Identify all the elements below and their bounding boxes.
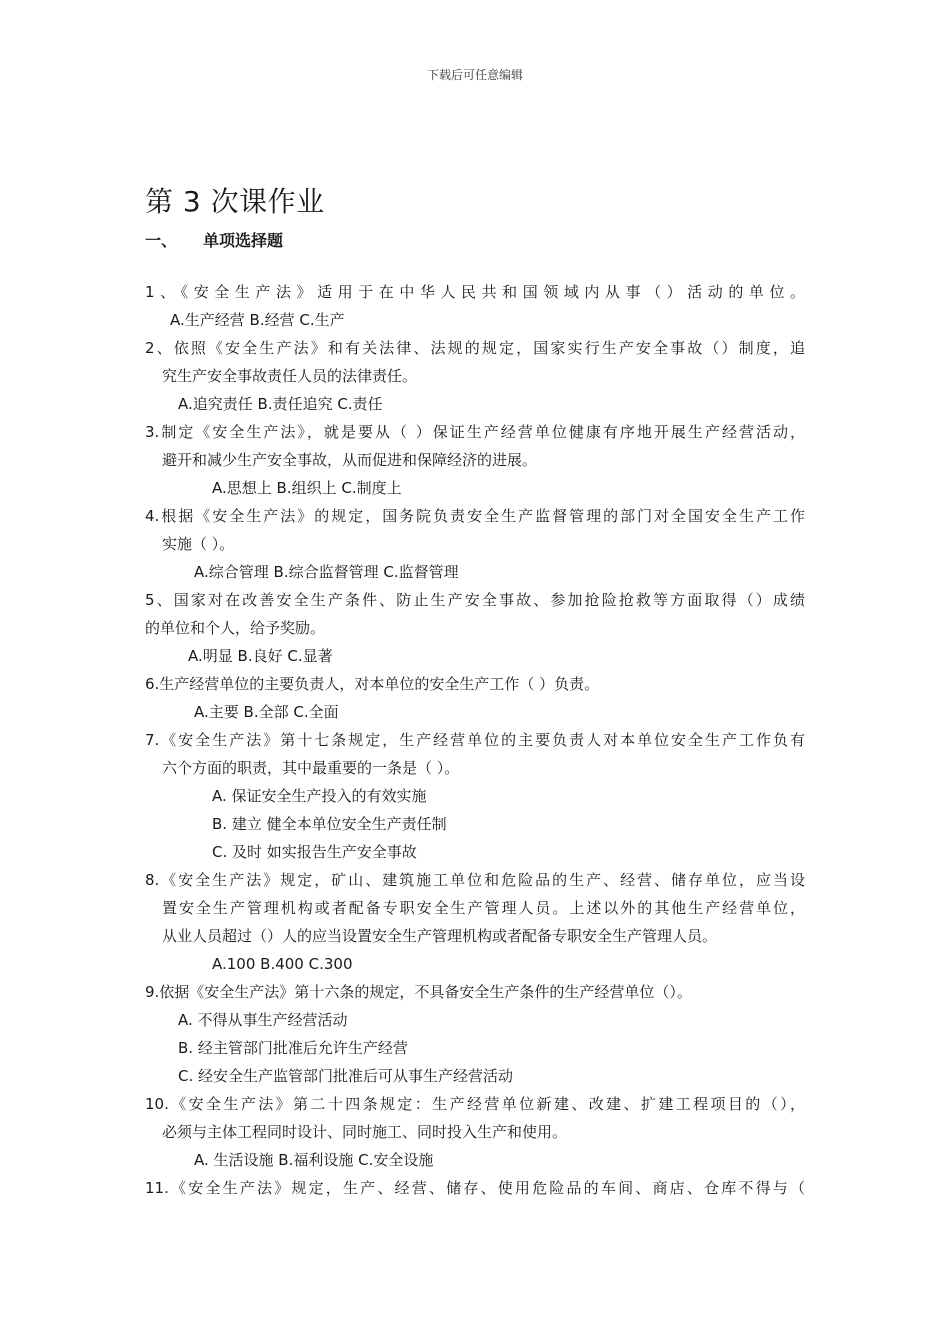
answer-options: A.综合管理 B.综合监督管理 C.监督管理 [194,563,459,581]
document-title: 第 3 次课作业 [145,185,325,218]
question-line: 的单位和个人，给予奖励。 [145,619,326,637]
answer-option-b: B. 经主管部门批准后允许生产经营 [178,1039,408,1057]
answer-option-b: B. 建立 健全本单位安全生产责任制 [212,815,447,833]
answer-options: A.明显 B.良好 C.显著 [188,647,333,665]
answer-option-a: A. 不得从事生产经营活动 [178,1011,348,1029]
question-line: 3.制定《安全生产法》，就是要从（ ）保证生产经营单位健康有序地开展生产经营活动， [145,423,805,441]
answer-options: A.生产经营 B.经营 C.生产 [170,311,345,329]
page-header: 下载后可任意编辑 [426,68,523,82]
question-line: 1、《安全生产法》适用于在中华人民共和国领域内从事（）活动的单位。 [145,283,805,301]
question-line: 9.依据《安全生产法》第十六条的规定，不具备安全生产条件的生产经营单位（）。 [145,983,692,1001]
question-line: 6.生产经营单位的主要负责人，对本单位的安全生产工作（ ）负责。 [145,675,600,693]
answer-option-a: A. 保证安全生产投入的有效实施 [212,787,427,805]
question-line: 必须与主体工程同时设计、同时施工、同时投入生产和使用。 [162,1123,568,1141]
question-line: 从业人员超过（）人的应当设置安全生产管理机构或者配备专职安全生产管理人员。 [162,927,718,945]
section-label: 单项选择题 [203,231,284,250]
answer-options: A.主要 B.全部 C.全面 [194,703,339,721]
question-line: 2、依照《安全生产法》和有关法律、法规的规定，国家实行生产安全事故（）制度，追 [145,339,805,357]
question-line: 7.《安全生产法》第十七条规定，生产经营单位的主要负责人对本单位安全生产工作负有 [145,731,805,749]
question-line: 11.《安全生产法》规定，生产、经营、储存、使用危险品的车间、商店、仓库不得与（ [145,1179,805,1197]
section-heading [145,228,283,251]
question-line: 5、国家对在改善安全生产条件、防止生产安全事故、参加抢险抢救等方面取得（）成绩 [145,591,805,609]
question-line: 避开和减少生产安全事故，从而促进和保障经济的进展。 [162,451,538,469]
question-line: 置安全生产管理机构或者配备专职安全生产管理人员。上述以外的其他生产经营单位， [162,899,805,917]
answer-option-c: C. 及时 如实报告生产安全事故 [212,843,417,861]
answer-option-c: C. 经安全生产监管部门批准后可从事生产经营活动 [178,1067,514,1085]
answer-options: A. 生活设施 B.福利设施 C.安全设施 [194,1151,434,1169]
question-line: 4.根据《安全生产法》的规定，国务院负责安全生产监督管理的部门对全国安全生产工作 [145,507,805,525]
answer-options: A.100 B.400 C.300 [212,955,353,973]
question-line: 实施（ ）。 [162,535,235,553]
answer-options: A.追究责任 B.责任追究 C.责任 [178,395,383,413]
question-line: 10.《安全生产法》第二十四条规定：生产经营单位新建、改建、扩建工程项目的（）， [145,1095,805,1113]
question-line: 六个方面的职责，其中最重要的一条是（ ）。 [162,759,460,777]
section-number: 一、 [145,231,178,250]
question-line: 8.《安全生产法》规定，矿山、建筑施工单位和危险品的生产、经营、储存单位，应当设 [145,871,805,889]
answer-options: A.思想上 B.组织上 C.制度上 [212,479,402,497]
question-line: 究生产安全事故责任人员的法律责任。 [162,367,418,385]
